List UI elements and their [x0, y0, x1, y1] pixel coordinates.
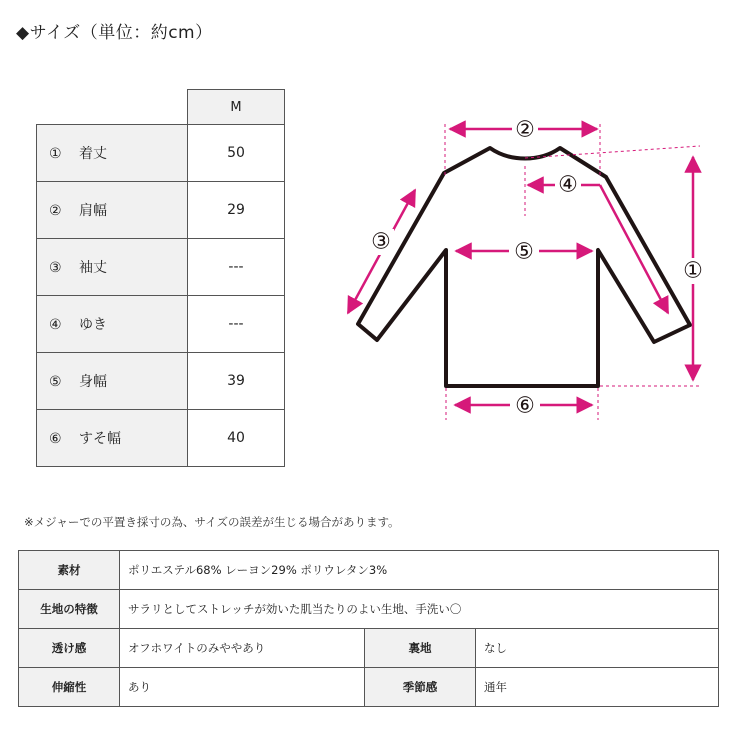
size-row-value: ---	[188, 239, 285, 296]
size-row-num: ②	[49, 203, 62, 219]
size-row-value: 39	[188, 353, 285, 410]
size-row-num: ①	[49, 146, 62, 162]
sheer-label: 透け感	[19, 629, 120, 668]
lining-label: 裏地	[365, 629, 476, 668]
season-label: 季節感	[365, 668, 476, 707]
measurement-note: ※メジャーでの平置き採寸の為、サイズの誤差が生じる場合があります。	[24, 515, 400, 529]
size-row-value: 40	[188, 410, 285, 467]
spec-row-stretch	[19, 668, 719, 707]
stretch-label: 伸縮性	[19, 668, 120, 707]
page-title: ◆サイズ（単位：約cm）	[16, 23, 213, 43]
material-label: 素材	[19, 551, 120, 590]
spec-table	[18, 550, 719, 707]
size-row-num: ③	[49, 260, 62, 276]
diagram-label-3: ③	[371, 229, 391, 255]
spec-row-material	[19, 551, 719, 590]
diagram-label-4: ④	[558, 172, 578, 198]
size-header-m: M	[188, 90, 285, 125]
size-row-label: すそ幅	[79, 431, 121, 447]
size-row-label: 肩幅	[79, 203, 107, 219]
spec-row-feature	[19, 590, 719, 629]
sheer-value: オフホワイトのみややあり	[120, 629, 365, 668]
feature-label: 生地の特徴	[19, 590, 120, 629]
spec-row-sheer	[19, 629, 719, 668]
size-row-label: 身幅	[79, 374, 107, 390]
material-value: ポリエステル68% レーヨン29% ポリウレタン3%	[120, 551, 719, 590]
size-row-label: ゆき	[79, 317, 107, 333]
diagram-label-5: ⑤	[514, 239, 534, 265]
feature-value: サラリとしてストレッチが効いた肌当たりのよい生地、手洗い〇	[120, 590, 719, 629]
diagram-label-1: ①	[683, 258, 703, 284]
size-row-value: ---	[188, 296, 285, 353]
size-row-value: 50	[188, 125, 285, 182]
diagram-label-6: ⑥	[515, 393, 535, 419]
shirt-outline	[358, 148, 690, 386]
size-row-label: 袖丈	[79, 260, 107, 276]
size-row-num: ④	[49, 317, 62, 333]
diagram-label-2: ②	[515, 117, 535, 143]
lining-value: なし	[476, 629, 719, 668]
stretch-value: あり	[120, 668, 365, 707]
size-row-label: 着丈	[79, 146, 107, 162]
size-row-value: 29	[188, 182, 285, 239]
measurement-arrows	[348, 129, 693, 405]
season-value: 通年	[476, 668, 719, 707]
size-row-num: ⑥	[49, 431, 62, 447]
size-row-num: ⑤	[49, 374, 62, 390]
